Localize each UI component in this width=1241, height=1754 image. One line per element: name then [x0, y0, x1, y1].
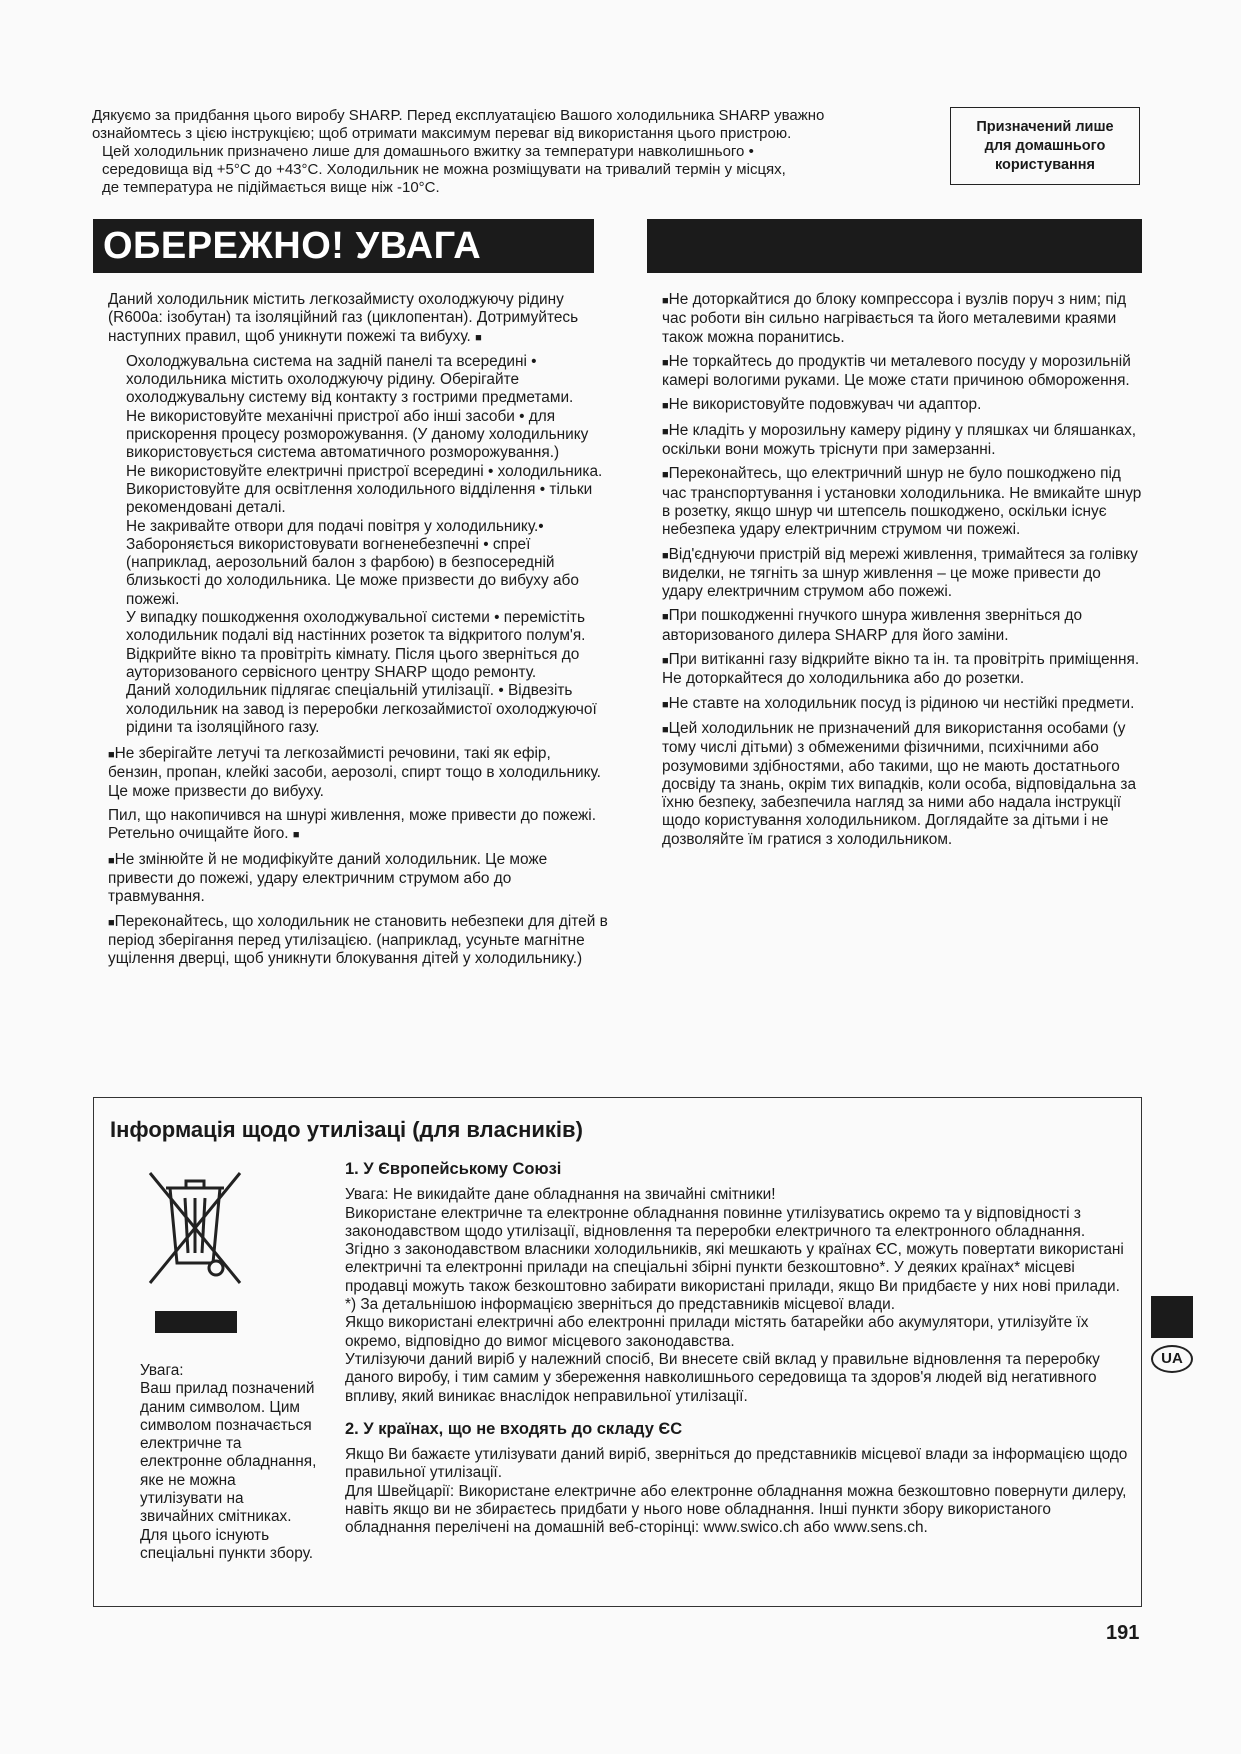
paragraph: ■Не зберігайте летучі та легкозаймисті речовини, такі як ефір, бензин, пропан, клейкі засоби, аерозолі, спирт тощо в холодильнику. Це може призвести до вибуху.	[108, 745, 601, 800]
list-item: ■Не доторкайтися до блоку компрессора і вузлів поруч з ним; під час роботи він сильно нагрівається та його металевими краями також можна поранитись.	[662, 291, 1127, 346]
disposal-title: Інформація щодо утилізаці (для власників)	[110, 1117, 583, 1142]
sub-item: Не закривайте отвори для подачі повітря у холодильнику.•	[126, 517, 544, 535]
paragraph: ■Переконайтесь, що холодильник не становить небезпеки для дітей в період зберігання перед утилізацією. (наприклад, усуньте магнітне ущілення дверці, щоб уникнути блокування дітей у холодильнику.)	[108, 912, 608, 968]
eu-text: *) За детальнішою інформацією зверніться до представників місцевої влади.	[345, 1296, 895, 1314]
paragraph: Пил, що накопичився на шнурі живлення, може привести до пожежі. Ретельно очищайте його. ■	[108, 807, 596, 843]
disposal-note	[140, 1362, 320, 1563]
sub-item: У випадку пошкодження охолоджувальної системи • перемістіть холодильник подалі від настінних розеток та відкритого полум'я. Відкрийте вікно та провітріть кімнату. Після цього зверніться до ауторизованого сервісного центру SHARP щодо ремонту.	[126, 609, 586, 681]
language-badge: UA	[1151, 1345, 1193, 1373]
list-item: ■Не торкайтесь до продуктів чи металевого посуду у морозильній камері вологими руками. Це може стати причиною обмороження.	[662, 352, 1131, 390]
non-eu-text: Якщо Ви бажаєте утилізувати даний виріб, зверніться до представників місцевої влади за інформацією щодо правильної утилізації.	[345, 1446, 1128, 1482]
home-use-line: Призначений лише	[976, 118, 1114, 135]
sub-item: Використовуйте для освітлення холодильного відділення • тільки рекомендовані деталі.	[126, 480, 593, 517]
list-item: ■Цей холодильник не призначений для використання особами (у тому числі дітьми) з обмеженими фізичними, психічними або розумовими здібностями, або такими, що не мають достатнього досвіду та знань, окрім тих випадків, коли особа, відповідальна за їхню безпеку, забезпечила нагляд за ними або надала інструкції щодо користування холодильником. Доглядайте за дітьми і не дозволяйте їм гратися з холодильником.	[662, 719, 1137, 848]
disposal-text	[345, 1160, 1135, 1538]
warning-title: ОБЕРЕЖНО! УВАГА	[93, 219, 594, 273]
list-item: ■Не ставте на холодильник посуд із рідиною чи нестійкі предмети.	[662, 694, 1135, 712]
list-item: ■Переконайтесь, що електричний шнур не було пошкоджено під час транспортування і установки холодильника. Не вмикайте шнур в розетку, якщо шнур чи штепсель пошкоджено, оскільки існує небезпека удару електричним струмом чи пожежі.	[662, 465, 1142, 539]
eu-text: Увага: Не викидайте дане обладнання на звичайні смітники!	[345, 1186, 776, 1204]
intro-text	[92, 107, 952, 197]
warning-bar-right	[647, 219, 1142, 273]
intro-line: де температура не підіймається вище ніж -10°C.	[102, 179, 440, 196]
language-tab	[1151, 1296, 1193, 1338]
crossed-bin-icon	[140, 1163, 250, 1338]
eu-heading: 1. У Європейському Союзі	[345, 1160, 562, 1178]
intro-line: ознайомтесь з цією інструкцією; щоб отримати максимум переваг від використання цього пристрою.	[92, 125, 792, 142]
sub-item: Забороняється використовувати вогненебезпечні • спреї (наприклад, аерозольний балон з фарбою) в безпосередній близькості до холодильника. Це може призвести до вибуху або пожежі.	[126, 535, 579, 608]
disposal-note-text: Увага: Ваш прилад позначений даним символом. Цим символом позначається електричне та електронне обладнання, яке не можна утилізувати на звичайних смітниках. Для цього існують спеціальні пункти збору.	[140, 1362, 317, 1562]
intro-line: середовища від +5°C до +43°C. Холодильник не можна розміщувати на тривалий термін у місцях,	[102, 161, 786, 178]
eu-text: Використане електричне та електронне обладнання повинне утилізуватись окремо та у відповідності з законодавством щодо утилізації, відновлення та переробки електричного та електронного обладнання.	[345, 1204, 1086, 1240]
right-column	[662, 291, 1142, 855]
sub-item: Охолоджувальна система на задній панелі та всередині • холодильника містить охолоджуючу рідину. Оберігайте охолоджувальну систему від контакту з гострими предметами.	[126, 352, 574, 407]
list-item: ■При витіканні газу відкрийте вікно та ін. та провітріть приміщення. Не доторкайтеся до холодильника або до розетки.	[662, 651, 1140, 688]
eu-text: Утилізуючи даний виріб у належний спосіб, Ви внесете свій вклад у правильне відновлення та переробку даного виробу, і тим самим у збереження навколишнього середовища та здоров'я людей від негативного впливу, який виникає внаслідок неправильної утилізації.	[345, 1350, 1100, 1405]
home-use-line: для домашнього	[984, 137, 1106, 154]
home-use-box	[950, 107, 1140, 185]
list-item: ■Не використовуйте подовжувач чи адаптор.	[662, 396, 982, 414]
list-item: ■Не кладіть у морозильну камеру рідину у пляшках чи бляшанках, оскільки вони можуть тріснути при замерзанні.	[662, 421, 1137, 459]
sub-item: Даний холодильник підлягає спеціальній утилізації. • Відвезіть холодильник на завод із переробки легкозаймистої охолоджуючої рідини та ізоляційного газу.	[126, 682, 597, 736]
list-item: ■При пошкодженні гнучкого шнура живлення зверніться до авторизованого дилера SHARP для його заміни.	[662, 607, 1083, 644]
left-column	[108, 291, 608, 974]
sub-item: Не використовуйте електричні пристрої всередині • холодильника.	[126, 462, 603, 480]
intro-line: Цей холодильник призначено лише для домашнього вжитку за температури навколишнього •	[102, 143, 754, 160]
eu-text: Якщо використані електричні або електронні прилади містять батарейки або акумулятори, утилізуйте їх окремо, відповідно до вимог місцевого законодавства.	[345, 1314, 1089, 1350]
intro-line: Дякуємо за придбання цього виробу SHARP. Перед експлуатацією Вашого холодильника SHARP уважно	[92, 107, 825, 124]
page-number: 191	[1106, 1622, 1140, 1644]
home-use-line: користування	[994, 156, 1096, 173]
paragraph: ■Не змінюйте й не модифікуйте даний холодильник. Це може привести до пожежі, удару електричним струмом або до травмування.	[108, 850, 548, 906]
sub-item: Не використовуйте механічні пристрої або інші засоби • для прискорення процесу розморожування. (У даному холодильнику використовується система автоматичного розморожування.)	[126, 407, 589, 462]
paragraph: Даний холодильник містить легкозаймисту охолоджуючу рідину (R600a: ізобутан) та ізоляційний газ (циклопентан). Дотримуйтесь наступних правил, щоб уникнути пожежі та вибуху. ■	[108, 291, 579, 345]
non-eu-heading: 2. У країнах, що не входять до складу ЄС	[345, 1419, 683, 1438]
list-item: ■Від'єднуючи пристрій від мережі живлення, тримайтеся за голівку виделки, не тягніть за шнур живлення – це може привести до удару електричним струмом або пожежі.	[662, 545, 1138, 601]
non-eu-text: Для Швейцарії: Використане електричне або електронне обладнання можна безкоштовно повернути дилеру, навіть якщо ви не збираєтесь придбати у нього нове обладнання. Інші пункти збору використаного обладнання перелічені на домашній веб-сторінці: www.swico.ch або www.sens.ch.	[345, 1482, 1127, 1537]
eu-text: Згідно з законодавством власники холодильників, які мешкають у країнах ЄС, можуть повертати використані електричні та електронні прилади на спеціальні збірні пункти безкоштовно*. У деяких країнах* місцеві продавці можуть також безкоштовно забирати використані прилади, якщо Ви придбаєте у них нові прилади.	[345, 1241, 1124, 1295]
